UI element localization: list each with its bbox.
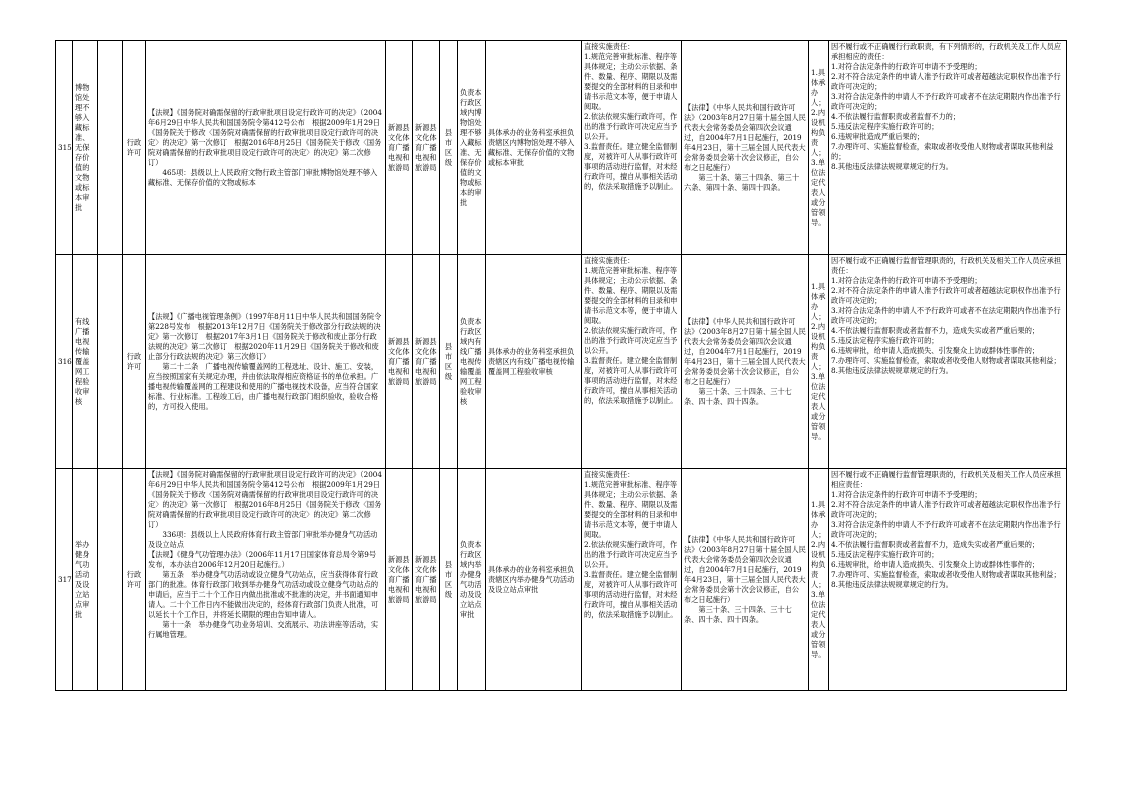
implementing-dept: 新源县文化体育广播电视和旅游局 <box>386 469 413 691</box>
admin-level: 县市区级 <box>440 41 458 255</box>
duty-text: 直接实施责任： 1.规范完善审批标准、程序等具体规定；主动公示依据、条件、数量、程序、期限以及需要提交的全部材料的目录和申请书示范文本等，便于申请人阅取。 2.依法依规实施行政许可，作出的准予行政许可决定应当予以公开。 3.监督责任。建立健全监督制度，对被许可人从事行政许可事项的活动进行监督，对未经行政许可，擅自从事相关活动的，依法采取措施予以制止。 <box>584 256 678 405</box>
handling-office: 具体承办的业务科室承担负责辖区内有线广播电视传输覆盖网工程验收审核 <box>486 255 582 469</box>
liability-clauses <box>829 255 1067 469</box>
item-category: 行政许可 <box>123 41 146 255</box>
duty-text: 直接实施责任： 1.规范完善审批标准、程序等具体规定；主动公示依据、条件、数量、程序、期限以及需要提交的全部材料的目录和申请书示范文本等，便于申请人阅取。 2.依法依规实施行政许可，作出的准予行政许可决定应当予以公开。 3.监督责任。建立健全监督制度，对被许可人从事行政许可事项的活动进行监督，对未经行政许可，擅自从事相关活动的，依法采取措施予以制止。 <box>584 42 678 191</box>
item-name: 举办健身气功活动及设立站点审批 <box>73 469 98 691</box>
responsible-dept: 新源县文化体育广播电视和旅游局 <box>413 469 440 691</box>
duty-legal-basis: 【法律】《中华人民共和国行政许可法》（2003年8月27日第十届全国人民代表大会常务委员会第四次会议通过，自2004年7月1日起施行，2019年4月23日，第十三届全国人民代表大会常务委员会第十次会议修正，自公布之日起施行） 第三十条、第三十四条、第三十六条、第四十条、第四十四条。 <box>682 41 809 255</box>
responsible-subject: 1.具体承办人；2.内设机构负责人；3.单位法定代表人或分管领导。 <box>809 41 829 255</box>
duty-description <box>582 41 682 255</box>
legal-basis-text: 【法规】《国务院对确需保留的行政审批项目设定行政许可的决定》（2004年6月29日中华人民共和国国务院令第412号公布 根据2009年1月29日《国务院关于修改〈国务院对确需保留的行政审批项目设定行政许可的决定〉的决定》第一次修订 根据2016年8月25日《国务院关于修改〈国务院对确需保留的行政审批项目设定行政许可的决定〉的决定》第二次修订） 336项：县级以上人民政府体育行政主管部门审批举办健身气功活动及设立站点 【法规】《健身气功管理办法》（2006年11月17日国家体育总局令第9号发布，本办法自2006年12月20日起施行。） 第五条 举办健身气功活动或设立健身气功站点，应当获得体育行政部门的批准。体育行政部门收到举办健身气功活动或设立健身气功站点的申请后，应当于二十个工作日内做出批准或不批准的决定，并书面通知申请人。二十个工作日内不能做出决定的，经体育行政部门负责人批准，可以延长十个工作日，并将延长期限的理由告知申请人。 第十一条 举办健身气功业务培训、交流展示、功法讲座等活动，实行属地管理。 <box>148 470 382 639</box>
scope-of-duty: 负责本行政区域内博物馆处理不够入藏标准、无保存价值的文物或标本的审批 <box>458 41 486 255</box>
item-number: 317 <box>56 469 73 691</box>
liability-clauses <box>829 469 1067 691</box>
item-category: 行政许可 <box>123 469 146 691</box>
table-row <box>56 255 1067 469</box>
liability-clauses <box>829 41 1067 255</box>
responsible-subject: 1.具体承办人；2.内设机构负责人；3.单位法定代表人或分管领导。 <box>809 255 829 469</box>
legal-basis <box>146 469 386 691</box>
duty-text: 直接实施责任： 1.规范完善审批标准、程序等具体规定；主动公示依据、条件、数量、程序、期限以及需要提交的全部材料的目录和申请书示范文本等，便于申请人阅取。 2.依法依规实施行政许可，作出的准予行政许可决定应当予以公开。 3.监督责任。建立健全监督制度，对被许可人从事行政许可事项的活动进行监督，对未经行政许可，擅自从事相关活动的，依法采取措施予以制止。 <box>584 470 678 619</box>
item-number: 315 <box>56 41 73 255</box>
legal-basis-text: 【法规】《国务院对确需保留的行政审批项目设定行政许可的决定》（2004年6月29日中华人民共和国国务院令第412号公布 根据2009年1月29日《国务院关于修改〈国务院对确需保留的行政审批项目设定行政许可的决定〉的决定》第一次修订 根据2016年8月25日《国务院关于修改〈国务院对确需保留的行政审批项目设定行政许可的决定〉的决定》第二次修订） 465项：县级以上人民政府文物行政主管部门审批博物馆处理不够入藏标准、无保存价值的文物或标本 <box>148 107 382 187</box>
legal-basis <box>146 41 386 255</box>
admin-level: 县市区级 <box>440 469 458 691</box>
duty-description <box>582 255 682 469</box>
scope-of-duty: 负责本行政区域内举办健身气功活动及设立站点审批 <box>458 469 486 691</box>
duty-legal-basis: 【法律】《中华人民共和国行政许可法》（2003年8月27日第十届全国人民代表大会常务委员会第四次会议通过，自2004年7月1日起施行，2019年4月23日，第十三届全国人民代表大会常务委员会第十次会议修正，自公布之日起施行） 第三十条、三十四条、三十七条、四十条、四十四条。 <box>682 255 809 469</box>
liability-text: 因不履行或不正确履行监督管理职责的，行政机关及相关工作人员应承担责任： 1.对符合法定条件的行政许可申请不予受理的； 2.对不符合法定条件的申请人准予行政许可或者超越法定职权作出准予行政许可决定的； 3.对符合法定条件的申请人不予行政许可或者不在法定期限内作出准予行政许可决定的； 4.不依法履行监督职责或者监督不力，造成失实或者严重后果的； 5.违反法定程序实施行政许可的； 6.违规审批，给申请人造成损失、引发聚众上访或群体性事件的； 7.办理许可、实施监督检查，索取或者收受他人财物或者谋取其他利益； 8.其他违反法律法规规章规定的行为。 <box>831 256 1062 375</box>
duty-description <box>582 469 682 691</box>
empty-cell <box>98 255 123 469</box>
admin-level: 县市区级 <box>440 255 458 469</box>
empty-cell <box>98 41 123 255</box>
legal-basis-text: 【法规】《广播电视管理条例》（1997年8月11日中华人民共和国国务院令第228号发布 根据2013年12月7日《国务院关于修改部分行政法规的决定》第一次修订 根据2017年3月1日《国务院关于修改和废止部分行政法规的决定》第二次修订 根据2020年11月29日《国务院关于修改和废止部分行政法规的决定》第三次修订） 第二十二条 广播电视传输覆盖网的工程选址、设计、施工、安装，应当按照国家有关规定办理，并由依法取得相应资格证书的单位承担。广播电视传输覆盖网的工程建设和使用的广播电视技术设备，应当符合国家标准、行业标准。工程竣工后，由广播电视行政部门组织验收，验收合格的，方可投入使用。 <box>148 311 382 411</box>
table-row <box>56 41 1067 255</box>
item-name: 有线广播电视传输覆盖网工程验收审核 <box>73 255 98 469</box>
responsible-dept: 新源县文化体育广播电视和旅游局 <box>413 41 440 255</box>
scope-of-duty: 负责本行政区域内有线广播电视传输覆盖网工程验收审核 <box>458 255 486 469</box>
table-row <box>56 469 1067 691</box>
item-category: 行政许可 <box>123 255 146 469</box>
implementing-dept: 新源县文化体育广播电视和旅游局 <box>386 255 413 469</box>
handling-office: 具体承办的业务科室承担负责辖区内举办健身气功活动及设立站点审批 <box>486 469 582 691</box>
liability-text: 因不履行或不正确履行监督管理职责的，行政机关及相关工作人员应承担相应责任： 1.对符合法定条件的行政许可申请不予受理的； 2.对不符合法定条件的申请人准予行政许可或者超越法定职权作出准予行政许可决定的； 3.对符合法定条件的申请人不予行政许可或者不在法定期限内作出准予行政许可决定的； 4.不依法履行监督职责或者监督不力，造成失实或者严重后果的； 5.违反法定程序实施行政许可的； 6.违规审批，给申请人造成损失、引发聚众上访或群体性事件的； 7.办理许可、实施监督检查，索取或者收受他人财物或者谋取其他利益； 8.其他违反法律法规规章规定的行为。 <box>831 470 1062 589</box>
handling-office: 具体承办的业务科室承担负责辖区内博物馆处理不够入藏标准、无保存价值的文物或标本审批 <box>486 41 582 255</box>
responsible-subject: 1.具体承办人；2.内设机构负责人；3.单位法定代表人或分管领导。 <box>809 469 829 691</box>
legal-basis <box>146 255 386 469</box>
power-list-table <box>55 40 1067 691</box>
item-name: 博物馆处理不够入藏标准、无保存价值的文物或标本审批 <box>73 41 98 255</box>
item-number: 316 <box>56 255 73 469</box>
duty-legal-basis: 【法律】《中华人民共和国行政许可法》（2003年8月27日第十届全国人民代表大会常务委员会第四次会议通过，自2004年7月1日起施行，2019年4月23日，第十三届全国人民代表大会常务委员会第十次会议修正，自公布之日起施行） 第三十条、三十四条、三十七条、四十条、四十四条。 <box>682 469 809 691</box>
empty-cell <box>98 469 123 691</box>
responsible-dept: 新源县文化体育广播电视和旅游局 <box>413 255 440 469</box>
liability-text: 因不履行或不正确履行行政职责，有下列情形的，行政机关及工作人员应承担相应的责任： 1.对符合法定条件的行政许可申请不予受理的； 2.对不符合法定条件的申请人准予行政许可或者超越法定职权作出准予行政许可决定的； 3.对符合法定条件的申请人不予行政许可或者不在法定期限内作出准予行政许可决定的； 4.不依法履行监督职责或者监督不力的； 5.违反法定程序实施行政许可的； 6.违规审批造成严重后果的； 7.办理许可、实施监督检查，索取或者收受他人财物或者谋取其他利益的； 8.其他违反法律法规规章规定的行为。 <box>831 42 1062 171</box>
implementing-dept: 新源县文化体育广播电视和旅游局 <box>386 41 413 255</box>
